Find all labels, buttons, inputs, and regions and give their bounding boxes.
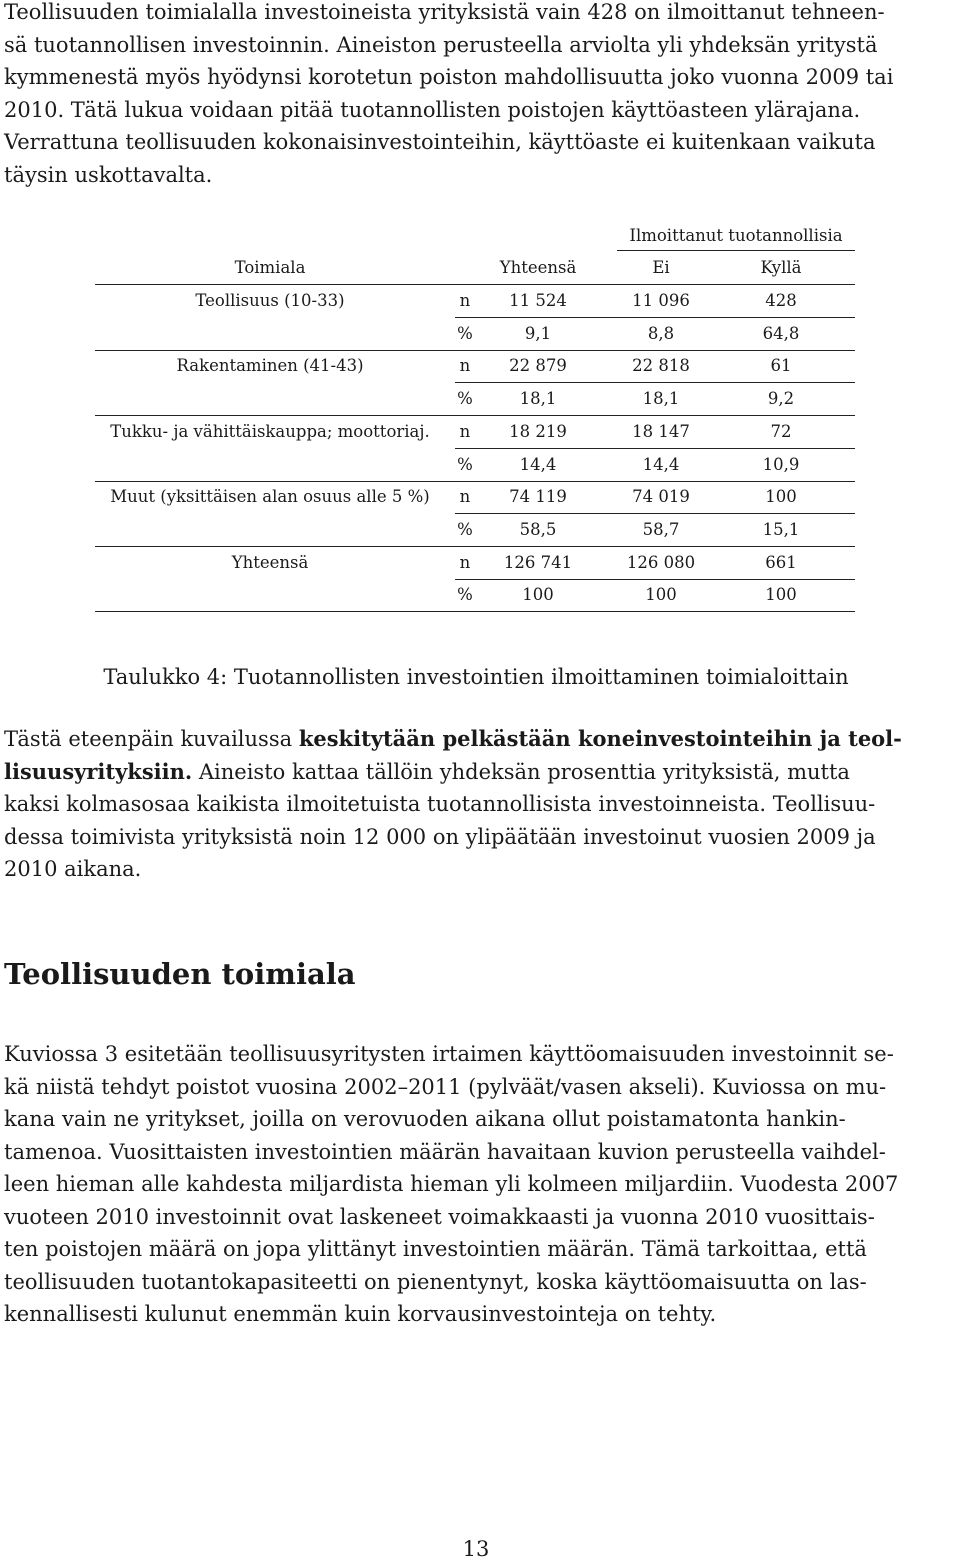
section-line: kä niistä tehdyt poistot vuosina 2002–2011 (pylväät/vasen akseli). Kuviossa on mu- [4,1074,887,1099]
section-line: kana vain ne yritykset, joilla on verovuoden aikana ollut poistamatonta hankin- [4,1107,846,1131]
cell-kylla: 100 [765,585,797,605]
table-rule [455,513,855,514]
cell-yhteensa: 22 879 [509,356,567,376]
cell-ei: 14,4 [642,454,680,474]
row-unit: n [459,421,471,441]
cell-ei: 11 096 [632,291,690,310]
cell-yhteensa: 74 119 [509,487,567,507]
row-label: Yhteensä [231,552,309,572]
table-rule [455,382,855,383]
col-header-toimiala: Toimiala [234,258,306,277]
intro-line: täysin uskottavalta. [4,162,213,187]
row-unit: n [459,552,471,572]
after-line: 2010 aikana. [4,857,142,881]
page-number: 13 [462,1537,490,1561]
cell-ei: 18,1 [642,389,680,409]
intro-line: kymmenestä myös hyödynsi korotetun poiston mahdollisuutta joko vuonna 2009 tai [4,65,894,89]
row-unit: % [457,519,473,539]
cell-ei: 74 019 [632,487,690,507]
after-line [4,723,952,756]
section-line: vuoteen 2010 investoinnit ovat laskeneet voimakkaasti ja vuonna 2010 vuosittais- [4,1204,875,1229]
cell-ei: 58,7 [642,519,680,539]
section-line: leen hieman alle kahdesta miljardista hieman yli kolmeen miljardiin. Vuodesta 2007 [4,1172,899,1196]
cell-ei: 8,8 [647,323,675,343]
table-rule [455,448,855,449]
table-rule [455,317,855,318]
table-caption: Taulukko 4: Tuotannollisten investointien ilmoittaminen toimialoittain [103,665,849,689]
cell-yhteensa: 14,4 [519,454,557,474]
section-line: kennallisesti kulunut enemmän kuin korvausinvestointeja on tehty. [4,1302,717,1326]
cell-yhteensa: 18,1 [519,389,557,409]
cell-kylla: 100 [765,487,797,507]
row-unit: n [459,487,471,507]
col-header-yhteensa: Yhteensä [499,258,577,277]
section-line: Kuviossa 3 esitetään teollisuusyritysten irtaimen käyttöomaisuuden investoinnit se- [4,1042,894,1066]
row-unit: % [457,389,473,409]
emphasis-text: lisuusyrityksiin. [4,758,193,784]
cell-kylla: 61 [770,356,792,376]
cell-yhteensa: 58,5 [519,519,557,539]
investment-table [0,0,960,620]
table-rule [455,579,855,580]
row-unit: % [457,454,473,474]
section-line: tamenoa. Vuosittaisten investointien määrän havaitaan kuvion perusteella vaihdel- [4,1139,886,1164]
row-unit: % [457,323,473,343]
col-header-kylla: Kyllä [760,258,802,277]
row-unit: n [459,291,471,310]
cell-kylla: 9,2 [767,389,795,409]
cell-yhteensa: 11 524 [509,291,567,310]
after-line: kaksi kolmasosaa kaikista ilmoitetuista tuotannollisista investoinneista. Teollisuu- [4,792,876,816]
row-label: Muut (yksittäisen alan osuus alle 5 %) [110,487,430,507]
row-label: Tukku- ja vähittäiskauppa; moottoriaj. [110,421,430,441]
table-rule [95,481,855,482]
group-header-rule [617,250,855,251]
cell-kylla: 64,8 [762,323,800,343]
after-line [4,756,952,789]
emphasis-text: keskitytään pelkästään koneinvestointeihin ja teol- [298,726,902,751]
cell-ei: 22 818 [632,356,690,376]
row-unit: % [457,585,473,605]
intro-line: Teollisuuden toimialalla investoineista yrityksistä vain 428 on ilmoittanut tehneen- [4,0,885,24]
table-rule [95,415,855,416]
after-line: dessa toimivista yrityksistä noin 12 000 on ylipäätään investoinut vuosien 2009 ja [4,824,876,849]
cell-yhteensa: 100 [522,585,554,605]
after-line-text: Tästä eteenpäin kuvailussa [4,727,299,751]
intro-line: Verrattuna teollisuuden kokonaisinvestointeihin, käyttöaste ei kuitenkaan vaikuta [4,130,876,154]
table-rule [95,284,855,285]
cell-yhteensa: 126 741 [503,552,573,572]
intro-line: 2010. Tätä lukua voidaan pitää tuotannollisten poistojen käyttöasteen ylärajana. [4,97,861,122]
cell-kylla: 72 [770,421,792,441]
section-line: teollisuuden tuotantokapasiteetti on pienentynyt, koska käyttöomaisuutta on las- [4,1269,867,1294]
cell-kylla: 428 [765,291,797,310]
cell-yhteensa: 9,1 [524,323,552,343]
cell-kylla: 661 [765,552,797,572]
cell-ei: 126 080 [626,552,696,572]
cell-yhteensa: 18 219 [509,421,567,441]
group-header: Ilmoittanut tuotannollisia [629,226,843,245]
cell-ei: 18 147 [632,421,690,441]
after-line-text: Aineisto kattaa tällöin yhdeksän prosenttia yrityksistä, mutta [192,759,850,784]
col-header-ei: Ei [652,258,670,277]
row-unit: n [459,356,471,376]
table-rule [95,350,855,351]
intro-line: sä tuotannollisen investoinnin. Aineiston perusteella arviolta yli yhdeksän yritystä [4,32,878,57]
table-rule [95,546,855,547]
section-heading: Teollisuuden toimiala [4,957,356,991]
after-table-paragraph [4,723,952,886]
cell-ei: 100 [645,585,677,605]
table-rule [95,611,855,612]
cell-kylla: 10,9 [762,454,800,474]
section-paragraph [4,1038,952,1331]
row-label: Teollisuus (10-33) [195,291,345,310]
section-line: ten poistojen määrä on jopa ylittänyt investointien määrän. Tämä tarkoittaa, että [4,1237,867,1261]
cell-kylla: 15,1 [762,519,800,539]
row-label: Rakentaminen (41-43) [176,356,364,376]
